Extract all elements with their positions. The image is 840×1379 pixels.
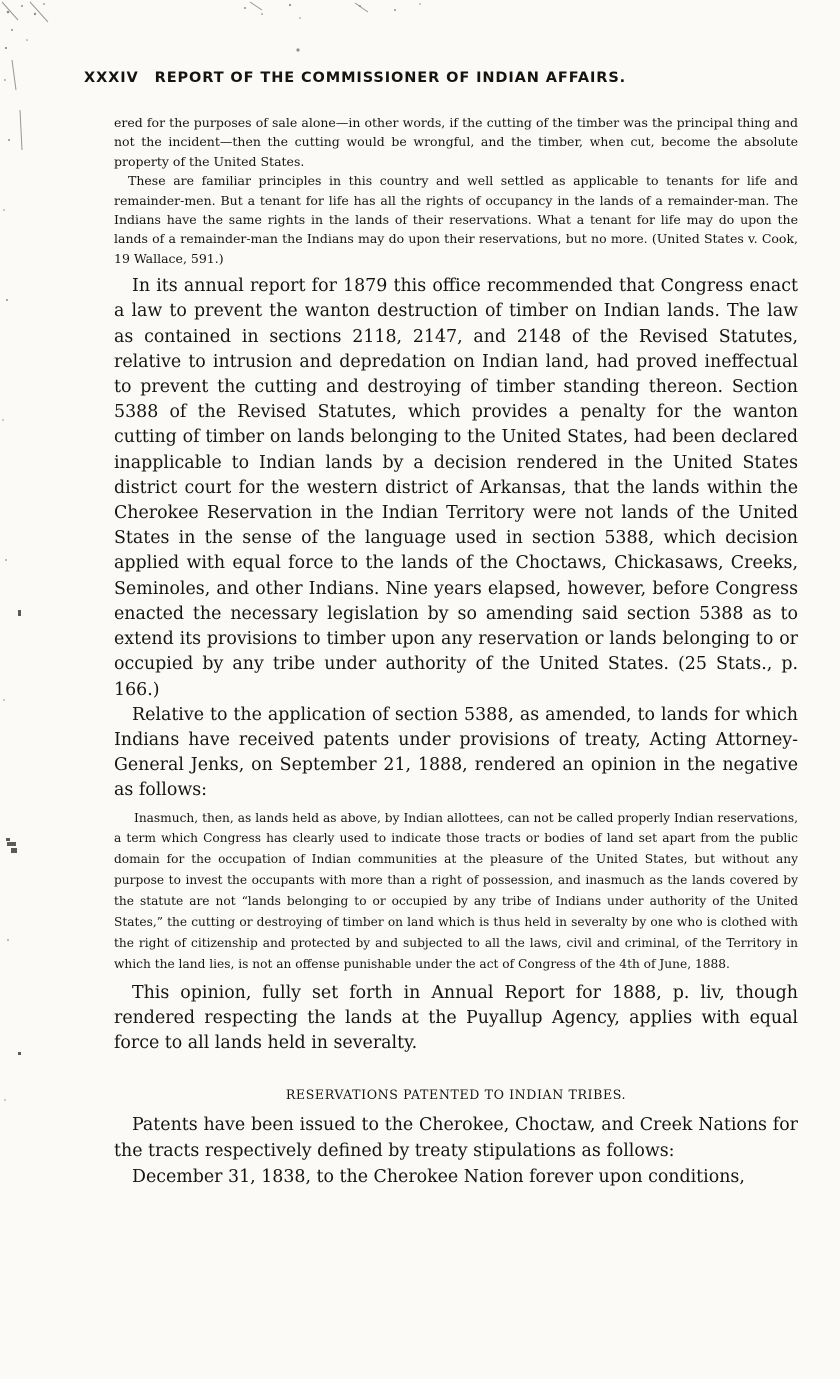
running-title: REPORT OF THE COMMISSIONER OF INDIAN AFFAIRS. (154, 70, 627, 86)
paragraph-section-5388: Relative to the application of section 5388, as amended, to lands for which Indians have received patents under provisions of treaty, Acting Attorney-General Jenks, on September 21, 1888, rendered an opinion in the negative as follows: (114, 704, 798, 801)
paragraph-cherokee-patent: December 31, 1838, to the Cherokee Nation forever upon conditions, (132, 1166, 745, 1187)
block-quote-opinion: Inasmuch, then, as lands held as above, by Indian allottees, can not be called properly Indian reservations, a term which Congress has clearly used to indicate those tracts or bodies of land set apart from the public domain for the occupation of Indian communities at the pleasure of the United States, but without any purpose to invest the occupants with more than a right of possession, and inasmuch as the lands covered by the statute are not “lands belonging to or occupied by any tribe of Indians under authority of the United States,” the cutting or destroying of timber on land which is thus held in severalty by one who is clothed with the right of citizenship and protected by and subjected to all the laws, civil and criminal, of the Territory in which the land lies, is not an offense punishable under the act of Congress of the 4th of June, 1888. (114, 810, 798, 971)
page-number: XXXIV (84, 70, 139, 86)
paragraph-puyallup-opinion: This opinion, fully set forth in Annual Report for 1888, p. liv, though rendered respecting the lands at the Puyallup Agency, applies with equal force to all lands held in severalty. (114, 982, 798, 1054)
paragraph-familiar-principles: These are familiar principles in this country and well settled as applicable to tenants for life and remainder-men. But a tenant for life has all the rights of occupancy in the lands of a remainder-man. The Indians have the same rights in the lands of their reservations. What a tenant for life may do upon the lands of a remainder-man the Indians may do upon their reservations, but no more. (United States v. Cook, 19 Wallace, 591.) (114, 173, 798, 266)
section-heading: RESERVATIONS PATENTED TO INDIAN TRIBES. (285, 1087, 627, 1103)
running-header (84, 68, 756, 88)
paragraph-annual-report-1879: In its annual report for 1879 this office recommended that Congress enact a law to prevent the wanton destruction of timber on Indian lands. The law as contained in sections 2118, 2147, and 2148 of the Revised Statutes, relative to intrusion and depredation on Indian land, had proved ineffectual to prevent the cutting and destroying of timber standing thereon. Section 5388 of the Revised Statutes, which provides a penalty for the wanton cutting of timber on lands belonging to the United States, had been declared inapplicable to Indian lands by a decision rendered in the United States district court for the western district of Arkansas, that the lands within the Cherokee Reservation in the Indian Territory were not lands of the United States in the sense of the language used in section 5388, which decision applied with equal force to the lands of the Choctaws, Chickasaws, Creeks, Seminoles, and other Indians. Nine years elapsed, however, before Congress enacted the necessary legislation by so amending said section 5388 as to extend its provisions to timber upon any reservation or lands belonging to or occupied by any tribe under authority of the United States. (25 Stats., p. 166.) (114, 276, 798, 700)
page-body (114, 113, 798, 1190)
paragraph-continued: ered for the purposes of sale alone—in other words, if the cutting of the timber was the principal thing and not the incident—then the cutting would be wrongful, and the timber, when cut, become the absolute property of the United States. (114, 115, 798, 169)
paragraph-patents-issued: Patents have been issued to the Cherokee, Choctaw, and Creek Nations for the tracts respectively defined by treaty stipulations as follows: (114, 1115, 798, 1161)
